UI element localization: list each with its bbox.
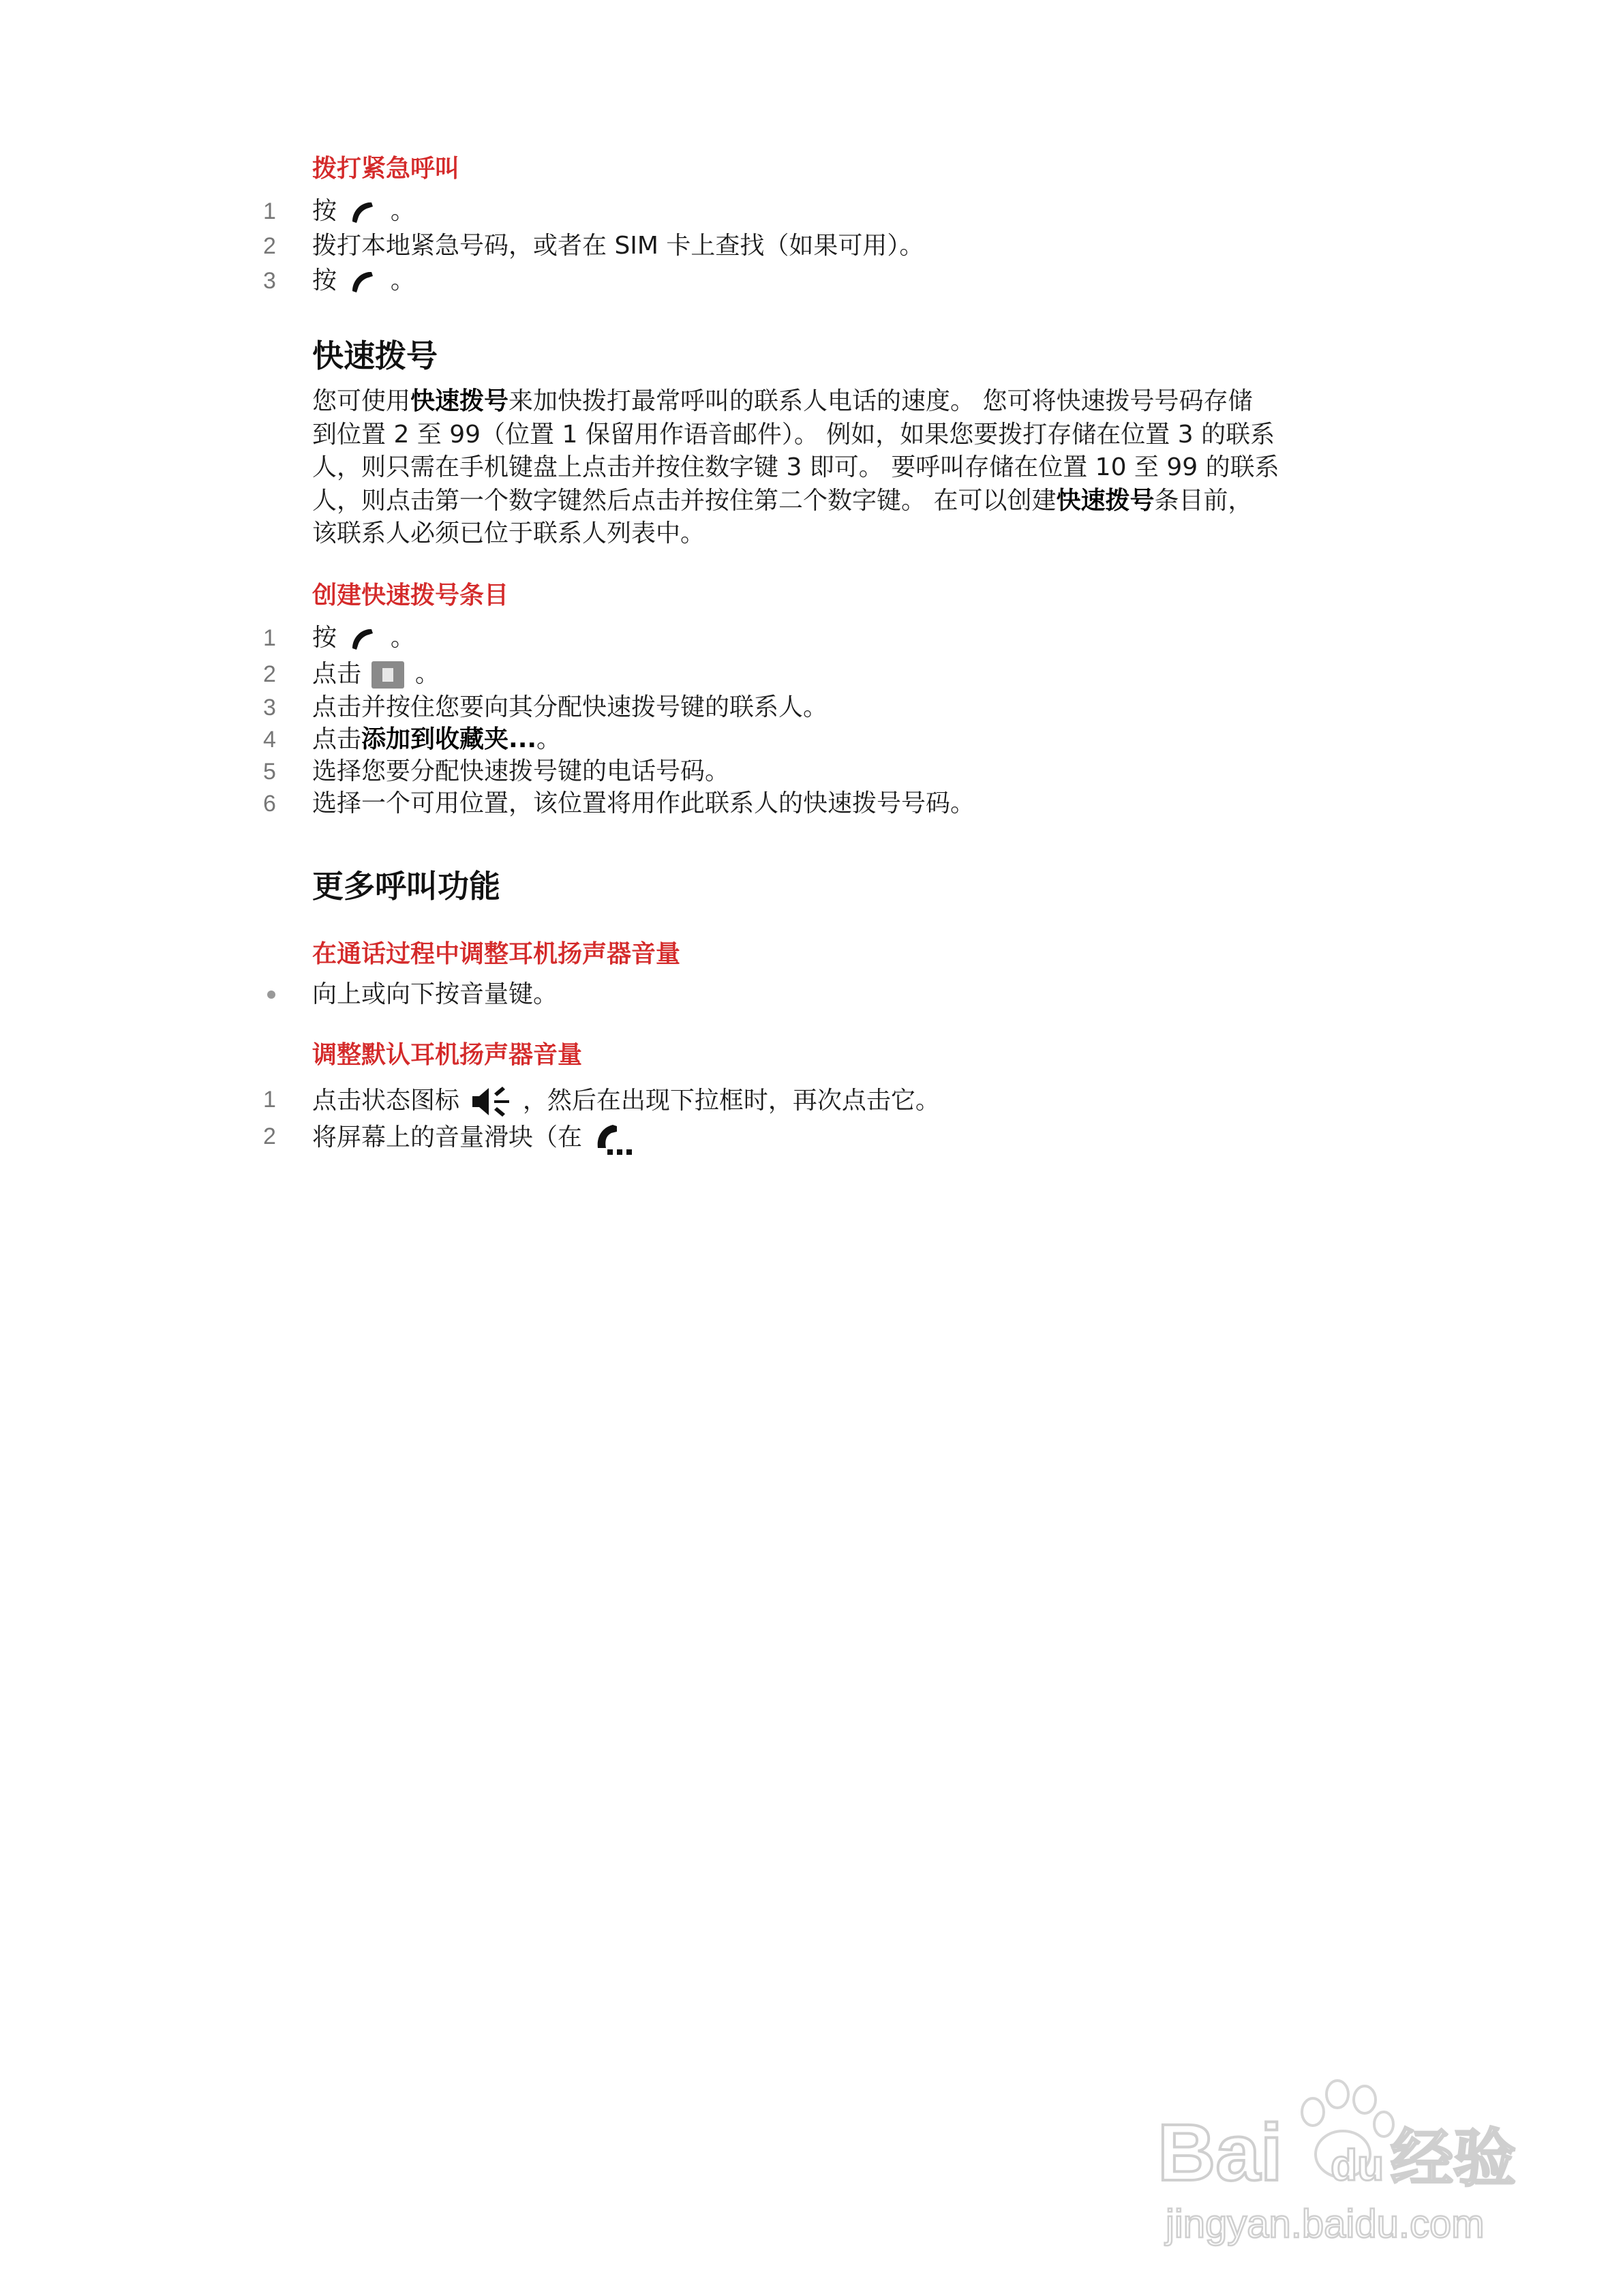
step-number: 2: [263, 661, 276, 687]
step-number: 4: [263, 727, 276, 753]
phone-handset-icon: [348, 625, 378, 652]
step-text: 点击: [312, 660, 362, 688]
list-item: [263, 265, 1422, 297]
step-number: 1: [263, 1087, 276, 1113]
step-number: 3: [263, 695, 276, 721]
list-item: [263, 788, 1422, 819]
step-number: 2: [263, 1123, 276, 1149]
paragraph-line: 该联系人必须已位于联系人列表中。: [312, 519, 706, 547]
list-item: [263, 692, 1422, 723]
list-item: [263, 756, 1422, 787]
step-number: 6: [263, 791, 276, 817]
step-text: 按: [312, 197, 337, 225]
bullet-dot: [267, 991, 275, 999]
step-text-end: 。: [390, 197, 415, 225]
step-text: 拨打本地紧急号码，或者在 SIM 卡上查找（如果可用）。: [312, 232, 924, 260]
watermark-url: jingyan.baidu.com: [1166, 2202, 1485, 2246]
paragraph-line: 人，则只需在手机键盘上点击并按住数字键 3 即可。 要呼叫存储在位置 10 至 99 的联系: [312, 453, 1279, 481]
step-number: 1: [263, 625, 276, 651]
speaker-volume-icon: [470, 1084, 512, 1119]
contacts-icon: [371, 661, 404, 689]
step-number: 1: [263, 198, 276, 224]
adjust-volume-during-call-heading: 在通话过程中调整耳机扬声器音量: [312, 940, 681, 968]
list-item: [263, 659, 1422, 690]
list-item: [263, 622, 1422, 654]
step-text-end: 。: [390, 267, 415, 294]
baidu-jingyan-watermark: [1152, 2059, 1534, 2263]
watermark-product: 经验: [1391, 2122, 1517, 2195]
call-status-icon: [592, 1121, 635, 1156]
step-text-end: 。: [536, 725, 562, 753]
speed-dial-heading: 快速拨号: [312, 337, 438, 374]
step-text-end: 。: [414, 660, 440, 688]
step-number: 2: [263, 233, 276, 259]
list-item: [263, 196, 1422, 227]
step-text: 点击状态图标: [312, 1087, 460, 1115]
step-text: 将屏幕上的音量滑块（在: [312, 1123, 583, 1151]
step-text: 点击: [312, 725, 362, 753]
paragraph-line: 您可使用快速拨号来加快拨打最常呼叫的联系人电话的速度。 您可将快速拨号号码存储: [312, 387, 1253, 415]
watermark-brand-2: du: [1331, 2141, 1384, 2190]
list-item: [263, 230, 1422, 262]
list-item: [263, 724, 1422, 755]
step-text-end: ，然后在出现下拉框时，再次点击它。: [522, 1087, 940, 1115]
create-speed-dial-heading: 创建快速拨号条目: [312, 581, 509, 609]
list-item: [263, 979, 1422, 1010]
step-number: 5: [263, 759, 276, 785]
step-text-end: 。: [390, 624, 415, 652]
step-text: 点击并按住您要向其分配快速拨号键的联系人。: [312, 693, 828, 721]
list-item: [263, 1121, 1422, 1152]
menu-option-name: 添加到收藏夹...: [361, 725, 537, 753]
phone-handset-icon: [348, 198, 378, 226]
paragraph-line: 人，则点击第一个数字键然后点击并按住第二个数字键。 在可以创建快速拨号条目前，: [312, 486, 1253, 515]
step-text: 选择您要分配快速拨号键的电话号码。: [312, 757, 730, 785]
speed-dial-paragraph: [312, 385, 1377, 551]
more-call-features-heading: 更多呼叫功能: [312, 868, 500, 905]
paragraph-line: 到位置 2 至 99（位置 1 保留用作语音邮件）。 例如，如果您要拨打存储在位置 3 的联系: [312, 420, 1275, 449]
phone-handset-icon: [348, 268, 378, 295]
list-item: [263, 1084, 1422, 1115]
emergency-call-heading: 拨打紧急呼叫: [312, 155, 460, 183]
adjust-default-volume-heading: 调整默认耳机扬声器音量: [312, 1041, 583, 1069]
watermark-brand: Bai: [1157, 2108, 1283, 2198]
step-text: 向上或向下按音量键。: [312, 980, 558, 1008]
step-text: 选择一个可用位置，该位置将用作此联系人的快速拨号号码。: [312, 789, 975, 817]
step-text: 按: [312, 267, 337, 294]
step-text: 按: [312, 624, 337, 652]
step-number: 3: [263, 268, 276, 294]
